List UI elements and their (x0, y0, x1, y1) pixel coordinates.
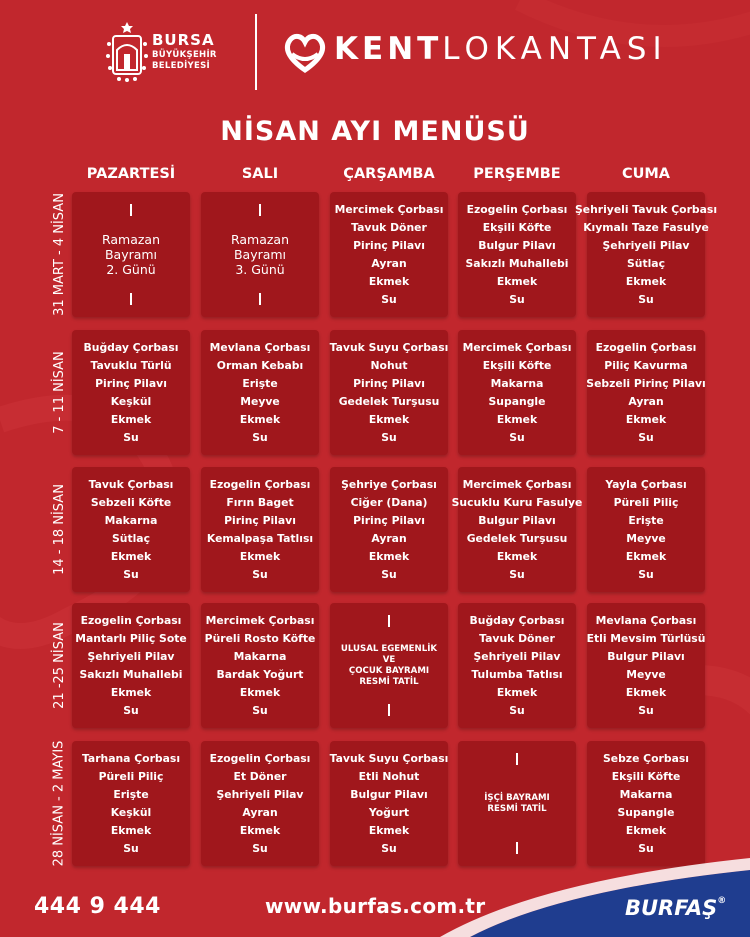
menu-cell (201, 741, 319, 866)
menu-item: Ayran (242, 805, 278, 819)
menu-item: Tulumba Tatlısı (471, 667, 563, 681)
holiday-text-line: RESMİ TATİL (487, 803, 547, 814)
menu-item: Mercimek Çorbası (462, 340, 572, 354)
holiday-text-line: 3. Günü (235, 262, 285, 277)
municipality-line1: BURSA (152, 31, 215, 49)
menu-cell (72, 330, 190, 455)
holiday-text-line: 2. Günü (106, 262, 156, 277)
menu-item: Erişte (628, 513, 664, 527)
menu-cell (201, 603, 319, 728)
menu-item: Su (509, 292, 525, 306)
menu-item: Ezogelin Çorbası (595, 340, 697, 354)
menu-item: Pirinç Pilavı (353, 376, 425, 390)
menu-item: Tarhana Çorbası (81, 751, 181, 765)
divider-bar (259, 293, 261, 305)
menu-item: Ekmek (496, 412, 538, 426)
holiday-text (484, 793, 550, 815)
menu-item: Su (509, 567, 525, 581)
menu-item: Pirinç Pilavı (95, 376, 167, 390)
menu-item: Ekmek (239, 549, 281, 563)
holiday-text-line: Bayramı (233, 247, 287, 262)
menu-cell (458, 192, 576, 317)
menu-item: Su (509, 703, 525, 717)
menu-item: Sucuklu Kuru Fasulye (451, 495, 583, 509)
menu-item: Su (123, 841, 139, 855)
menu-item: Su (123, 703, 139, 717)
menu-item: Ekmek (110, 549, 152, 563)
menu-item: Keşkül (110, 805, 152, 819)
menu-item: Ekmek (496, 685, 538, 699)
menu-item: Ezogelin Çorbası (80, 613, 182, 627)
holiday-cell (330, 603, 448, 728)
menu-item: Püreli Piliç (98, 769, 164, 783)
divider-bar (516, 753, 518, 765)
menu-item: Ekmek (239, 412, 281, 426)
brand-name (334, 31, 668, 67)
holiday-text-line: Ramazan (101, 232, 161, 247)
menu-item: Etli Nohut (358, 769, 420, 783)
menu-item: Tavuk Çorbası (88, 477, 174, 491)
menu-item: Erişte (113, 787, 149, 801)
menu-item: Tavuk Suyu Çorbası (329, 751, 449, 765)
menu-item: Su (381, 430, 397, 444)
week-label-text: 31 MART - 4 NİSAN (51, 193, 67, 316)
menu-item: Ezogelin Çorbası (466, 202, 568, 216)
page-title: NİSAN AYI MENÜSÜ (220, 116, 530, 147)
menu-item: Ekmek (625, 274, 667, 288)
day-header: CUMA (621, 166, 671, 182)
menu-item: Pirinç Pilavı (353, 238, 425, 252)
menu-item: Bulgur Pilavı (478, 238, 556, 252)
menu-item: Ekşili Köfte (482, 220, 552, 234)
menu-item: Makarna (619, 787, 673, 801)
menu-cell (587, 603, 705, 728)
menu-item: Yayla Çorbası (605, 477, 687, 491)
menu-item: Sütlaç (626, 256, 665, 270)
menu-item: Ekmek (496, 274, 538, 288)
holiday-cell (458, 741, 576, 866)
menu-item: Bulgur Pilavı (607, 649, 685, 663)
holiday-text-line: RESMİ TATİL (359, 676, 419, 687)
menu-item: Ekmek (110, 412, 152, 426)
menu-item: Makarna (490, 376, 544, 390)
menu-item: Ekmek (368, 274, 410, 288)
week-label (46, 192, 72, 317)
menu-item: Meyve (240, 394, 280, 408)
header (0, 0, 750, 105)
menu-item: Mercimek Çorbası (205, 613, 315, 627)
menu-item: Etli Mevsim Türlüsü (586, 631, 706, 645)
menu-item: Şehriye Çorbası (341, 477, 437, 491)
menu-cell (72, 741, 190, 866)
menu-item: Ekmek (368, 549, 410, 563)
menu-item: Püreli Piliç (613, 495, 679, 509)
menu-item: Tavuk Suyu Çorbası (329, 340, 449, 354)
menu-item: Gedelek Turşusu (466, 531, 568, 545)
holiday-text-line: İŞÇİ BAYRAMI (484, 792, 550, 803)
menu-item: Erişte (242, 376, 278, 390)
menu-item: Bulgur Pilavı (478, 513, 556, 527)
menu-item: Su (252, 567, 268, 581)
menu-item: Pirinç Pilavı (353, 513, 425, 527)
menu-cell (587, 330, 705, 455)
menu-item: Meyve (626, 667, 666, 681)
menu-item: Ayran (371, 256, 407, 270)
menu-item: Su (638, 841, 654, 855)
menu-item: Kemalpaşa Tatlısı (206, 531, 314, 545)
menu-item: Şehriyeli Pilav (216, 787, 304, 801)
divider-bar (130, 204, 132, 216)
menu-item: Bulgur Pilavı (350, 787, 428, 801)
menu-item: Su (638, 430, 654, 444)
menu-item: Su (252, 430, 268, 444)
menu-item: Tavuklu Türlü (90, 358, 172, 372)
menu-item: Fırın Baget (226, 495, 294, 509)
week-label-text: 14 - 18 NİSAN (51, 484, 67, 575)
menu-cell (201, 330, 319, 455)
week-label-text: 21 -25 NİSAN (51, 622, 67, 709)
menu-item: Şehriyeli Pilav (602, 238, 690, 252)
menu-item: Tavuk Döner (479, 631, 555, 645)
menu-cell (587, 741, 705, 866)
menu-item: Sakızlı Muhallebi (79, 667, 183, 681)
menu-item: Ekmek (110, 685, 152, 699)
menu-item: Sebzeli Köfte (90, 495, 172, 509)
holiday-text-line: Bayramı (104, 247, 158, 262)
menu-item: Su (638, 567, 654, 581)
menu-item: Supangle (488, 394, 546, 408)
day-header: PERŞEMBE (473, 166, 561, 182)
municipality-line3: BELEDİYESİ (152, 60, 210, 71)
municipality-crest-icon (105, 20, 149, 82)
menu-item: Su (123, 567, 139, 581)
menu-cell (72, 467, 190, 592)
menu-item: Ekmek (496, 549, 538, 563)
week-label (46, 467, 72, 592)
menu-item: Sakızlı Muhallebi (465, 256, 569, 270)
municipality-line2: BÜYÜKŞEHİR (152, 50, 217, 60)
menu-item: Meyve (626, 531, 666, 545)
menu-item: Gedelek Turşusu (338, 394, 440, 408)
menu-item: Su (638, 703, 654, 717)
menu-item: Tavuk Döner (351, 220, 427, 234)
menu-item: Supangle (617, 805, 675, 819)
menu-item: Ezogelin Çorbası (209, 477, 311, 491)
phone-number: 444 9 444 (34, 894, 161, 919)
menu-cell (458, 330, 576, 455)
week-label-text: 28 NİSAN - 2 MAYIS (51, 740, 67, 867)
day-header: PAZARTESİ (86, 166, 176, 182)
menu-item: Makarna (104, 513, 158, 527)
menu-item: Sütlaç (111, 531, 150, 545)
menu-cell (330, 741, 448, 866)
company-name: BURFAŞ (625, 896, 718, 920)
day-header: SALI (241, 166, 279, 182)
menu-cell (72, 603, 190, 728)
menu-item: Ekmek (625, 549, 667, 563)
menu-item: Su (381, 292, 397, 306)
week-label-text: 7 - 11 NİSAN (51, 351, 67, 434)
menu-item: Ayran (371, 531, 407, 545)
week-label (46, 330, 72, 455)
menu-item: Sebzeli Pirinç Pilavı (586, 376, 706, 390)
menu-item: Makarna (233, 649, 287, 663)
menu-cell (201, 467, 319, 592)
menu-item: Ekmek (625, 685, 667, 699)
menu-item: Nohut (370, 358, 408, 372)
municipality-name (152, 33, 217, 70)
holiday-text (341, 644, 437, 688)
menu-item: Ezogelin Çorbası (209, 751, 311, 765)
menu-item: Su (123, 430, 139, 444)
menu-item: Ekmek (625, 823, 667, 837)
menu-cell (330, 330, 448, 455)
menu-item: Ekşili Köfte (611, 769, 681, 783)
menu-item: Ekmek (368, 412, 410, 426)
menu-item: Ekmek (239, 823, 281, 837)
brand-light: LOKANTASI (442, 31, 668, 67)
menu-item: Ekşili Köfte (482, 358, 552, 372)
menu-item: Mercimek Çorbası (334, 202, 444, 216)
menu-item: Sebze Çorbası (602, 751, 689, 765)
menu-item: Yoğurt (368, 805, 410, 819)
week-label (46, 603, 72, 728)
menu-item: Su (252, 841, 268, 855)
menu-item: Ekmek (110, 823, 152, 837)
menu-item: Keşkül (110, 394, 152, 408)
menu-item: Mercimek Çorbası (462, 477, 572, 491)
menu-cell (458, 603, 576, 728)
heart-bowl-icon (282, 30, 328, 76)
menu-item: Şehriyeli Tavuk Çorbası (574, 202, 718, 216)
menu-item: Ekmek (625, 412, 667, 426)
holiday-cell (201, 192, 319, 317)
divider-bar (388, 615, 390, 627)
menu-item: Ekmek (239, 685, 281, 699)
holiday-text-line: Ramazan (230, 232, 290, 247)
holiday-text-line: ULUSAL EGEMENLİK (340, 643, 438, 654)
day-header: ÇARŞAMBA (343, 166, 435, 182)
menu-item: Su (509, 430, 525, 444)
menu-item: Buğday Çorbası (83, 340, 179, 354)
menu-item: Mevlana Çorbası (595, 613, 697, 627)
week-label (46, 741, 72, 866)
menu-item: Orman Kebabı (216, 358, 304, 372)
registered-mark: ® (717, 896, 727, 906)
menu-item: Su (252, 703, 268, 717)
menu-item: Buğday Çorbası (469, 613, 565, 627)
company-logo (625, 896, 726, 920)
menu-item: Su (638, 292, 654, 306)
menu-item: Mevlana Çorbası (209, 340, 311, 354)
menu-item: Et Döner (233, 769, 287, 783)
menu-cell (574, 192, 718, 317)
menu-item: Su (381, 567, 397, 581)
menu-cell (451, 467, 583, 592)
holiday-text (231, 232, 289, 277)
divider-bar (388, 704, 390, 716)
holiday-text-line: ÇOCUK BAYRAMI (348, 665, 430, 676)
menu-item: Ciğer (Dana) (350, 495, 428, 509)
menu-cell (330, 192, 448, 317)
menu-item: Piliç Kavurma (604, 358, 688, 372)
holiday-cell (72, 192, 190, 317)
menu-item: Kıymalı Taze Fasulye (583, 220, 709, 234)
divider-bar (259, 204, 261, 216)
menu-item: Pirinç Pilavı (224, 513, 296, 527)
menu-item: Su (381, 841, 397, 855)
menu-item: Püreli Rosto Köfte (204, 631, 316, 645)
header-divider (255, 14, 257, 90)
menu-item: Şehriyeli Pilav (473, 649, 561, 663)
brand-bold: KENT (334, 31, 443, 67)
menu-item: Şehriyeli Pilav (87, 649, 175, 663)
divider-bar (130, 293, 132, 305)
website-link[interactable]: www.burfas.com.tr (265, 894, 486, 918)
menu-cell (587, 467, 705, 592)
holiday-text-line: VE (382, 654, 396, 665)
menu-item: Ayran (628, 394, 664, 408)
menu-item: Bardak Yoğurt (216, 667, 304, 681)
menu-item: Mantarlı Piliç Sote (75, 631, 187, 645)
menu-item: Ekmek (368, 823, 410, 837)
menu-cell (330, 467, 448, 592)
holiday-text (102, 232, 160, 277)
